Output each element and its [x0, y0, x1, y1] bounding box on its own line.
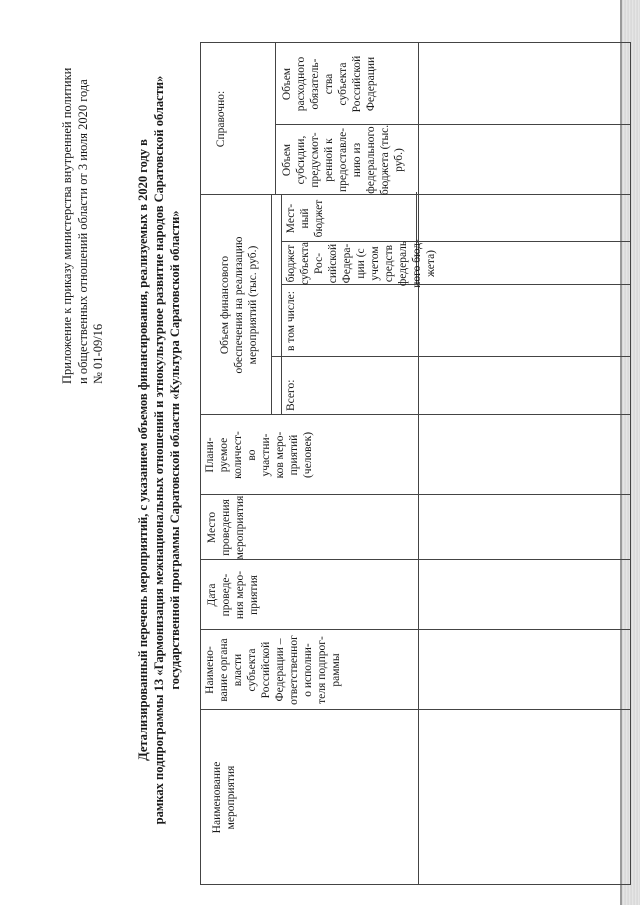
header-budget-subject-line: бюджет	[285, 244, 297, 283]
header-local-budget-line: Мест-	[285, 203, 297, 234]
appendix-line-1: Приложение к приказу министерства внутренней политики	[60, 67, 74, 384]
header-authority-line: о исполни-	[302, 643, 314, 697]
header-obligation-line: расходного	[295, 56, 307, 112]
header-obligation-line: Федерации	[365, 56, 377, 112]
table-border-bottom	[630, 42, 631, 885]
header-including	[284, 285, 298, 357]
header-subsidy-line: предусмот-	[309, 132, 321, 188]
header-local-budget	[284, 195, 326, 242]
header-budget-subject-line: Рос-	[313, 252, 325, 275]
header-participants-line: (человек)	[302, 431, 314, 479]
header-including-line: в том числе:	[285, 291, 297, 351]
header-reference	[214, 43, 228, 195]
heading-line-3: государственной программы Саратовской области «Культура Саратовской области»	[168, 210, 182, 690]
header-total	[284, 357, 298, 415]
header-place-line: Место	[206, 511, 218, 544]
header-place-line: проведения	[220, 499, 232, 556]
header-subsidy	[280, 125, 406, 195]
header-budget-subject-line: субъекта	[299, 242, 311, 285]
header-authority-line: субъекта	[246, 648, 258, 692]
header-obligation	[280, 43, 378, 125]
header-place	[205, 495, 247, 560]
header-authority-line: ответственног	[288, 635, 300, 705]
header-funding	[218, 195, 260, 415]
header-obligation-line: Российской	[351, 55, 363, 113]
header-subsidy-line: руб.)	[393, 148, 405, 172]
col-divider-9	[200, 194, 630, 195]
header-budget-subject	[284, 239, 438, 288]
header-participants-line: во	[246, 449, 258, 461]
header-budget-subject-line: Федера-	[341, 243, 353, 284]
header-participants-line: Плани-	[204, 437, 216, 473]
header-total-line: Всего:	[285, 379, 297, 411]
header-authority-line: теля подпрог-	[316, 636, 328, 704]
table-border-top	[200, 42, 201, 885]
header-place-line: мероприятия	[234, 495, 246, 560]
appendix-line-3: № 01-09/16	[91, 323, 105, 384]
header-event-name-line: Наименование	[211, 761, 223, 834]
header-local-budget-line: бюджет	[313, 199, 325, 238]
header-budget-subject-line: сийской	[327, 243, 339, 284]
col-divider-6	[271, 356, 630, 357]
header-obligation-line: ства	[323, 73, 335, 95]
header-budget-subject-line: средств	[383, 244, 395, 283]
header-participants-line: ков меро-	[274, 431, 286, 479]
header-budget-subject-line: учетом	[369, 246, 381, 281]
header-obligation-line: Объем	[281, 67, 293, 101]
header-reference-line: Справочно:	[215, 90, 227, 148]
header-subsidy-line: предоставле-	[337, 127, 349, 193]
table-border-right	[200, 42, 630, 43]
header-budget-subject-line: ции (с	[355, 248, 367, 279]
header-date-line: ния меро-	[234, 570, 246, 620]
header-authority-line: Наимено-	[204, 646, 216, 694]
header-event-name	[210, 710, 238, 885]
header-subsidy-line: бюджета (тыс.	[379, 124, 391, 196]
header-authority-line: власти	[232, 653, 244, 687]
header-funding-line: Объем финансового	[219, 255, 231, 355]
header-authority-line: раммы	[330, 653, 342, 687]
funding-subheader-divider	[281, 195, 282, 415]
header-participants-line: руемое	[218, 437, 230, 473]
header-body-divider	[418, 42, 419, 885]
col-divider-3	[200, 559, 630, 560]
appendix-line-2: и общественных отношений области от 3 июля 2020 года	[75, 79, 90, 384]
header-funding-line: обеспечения на реализацию	[233, 236, 245, 374]
header-participants-line: участни-	[260, 433, 272, 477]
header-obligation-line: обязатель-	[309, 58, 321, 110]
header-participants-line: количест-	[232, 431, 244, 479]
header-date	[205, 560, 261, 630]
header-budget-subject-line: ного бюд-	[411, 239, 423, 288]
header-obligation-line: субъекта	[337, 62, 349, 106]
header-authority-line: Российской	[260, 641, 272, 699]
header-event-name-line: мероприятия	[225, 765, 237, 830]
header-subsidy-line: ренной к	[323, 138, 335, 182]
header-funding-line: мероприятий (тыс. руб.)	[247, 245, 259, 365]
header-budget-subject-line: жета)	[425, 250, 437, 277]
heading-line-2: рамках подпрограммы 13 «Гармонизация межнациональных отношений и этнокультурное развитие народов Саратовской области»	[152, 75, 166, 825]
header-authority-line: Федерации –	[274, 638, 286, 702]
header-subsidy-line: нию из	[351, 142, 363, 178]
header-local-budget-line: ный	[299, 208, 311, 229]
header-subsidy-line: субсидии,	[295, 135, 307, 185]
header-authority	[203, 630, 343, 710]
header-participants-line: приятий	[288, 434, 300, 476]
funding-header-divider	[271, 195, 272, 415]
header-date-line: приятия	[248, 575, 260, 615]
header-date-line: проведе-	[220, 573, 232, 617]
reference-header-divider	[275, 42, 276, 195]
heading-line-1: Детализированный перечень мероприятий, с указанием объемов финансирования, реализуемых в 2020 году в	[136, 139, 150, 761]
header-participants	[203, 415, 315, 495]
header-authority-line: вание органа	[218, 638, 230, 702]
header-budget-subject-line: федераль	[397, 240, 409, 287]
table-border-left	[200, 884, 630, 885]
header-date-line: Дата	[206, 583, 218, 607]
header-subsidy-line: федерального	[365, 126, 377, 194]
header-subsidy-line: Объем	[281, 143, 293, 177]
